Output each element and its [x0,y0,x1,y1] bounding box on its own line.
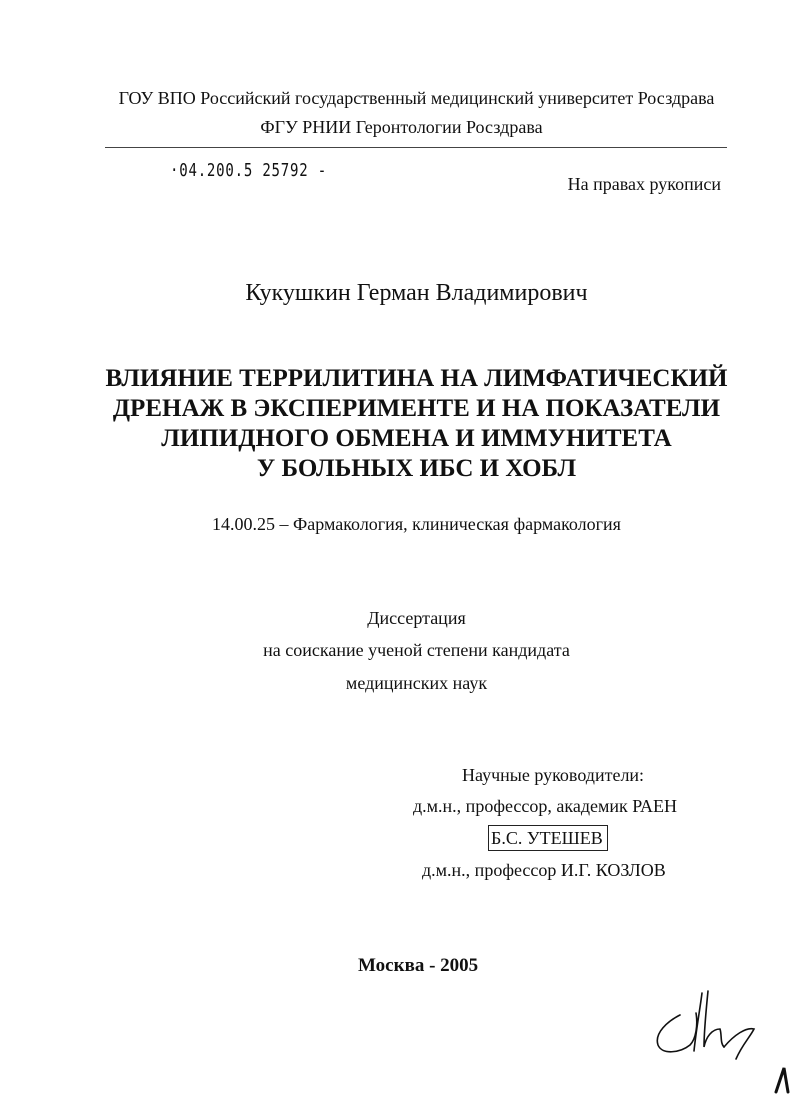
handwritten-signature [650,985,770,1065]
header-divider [105,147,727,148]
author-name: Кукушкин Герман Владимирович [245,280,588,306]
title-line-4: У БОЛЬНЫХ ИБС И ХОБЛ [256,455,577,482]
supervisor-1-title: д.м.н., профессор, академик РАЕН [413,796,677,816]
organization-line-1: ГОУ ВПО Российский государственный медицинский университет Росздрава [118,88,715,108]
registration-stamp-number: ·04.200.5 25792 - [170,160,327,181]
title-line-2: ДРЕНАЖ В ЭКСПЕРИМЕНТЕ И НА ПОКАЗАТЕЛИ [112,395,721,422]
city-year: Москва - 2005 [358,955,479,976]
organization-line-2: ФГУ РНИИ Геронтологии Росздрава [260,117,543,137]
supervisors-heading: Научные руководители: [462,765,645,785]
supervisor-2: д.м.н., профессор И.Г. КОЗЛОВ [422,860,666,880]
dissertation-title [0,364,793,484]
title-line-3: ЛИПИДНОГО ОБМЕНА И ИММУНИТЕТА [161,425,672,452]
title-line-1: ВЛИЯНИЕ ТЕРРИЛИТИНА НА ЛИМФАТИЧЕСКИЙ [105,365,728,392]
specialty-code: 14.00.25 – Фармакология, клиническая фармакология [212,514,621,534]
supervisor-1-name: Б.С. УТЕШЕВ [488,825,608,851]
field-line: медицинских наук [345,673,488,693]
dissertation-label: Диссертация [367,608,466,628]
rights-note: На правах рукописи [567,174,721,194]
page-corner-mark [772,1062,793,1095]
degree-line: на соискание ученой степени кандидата [263,640,570,660]
